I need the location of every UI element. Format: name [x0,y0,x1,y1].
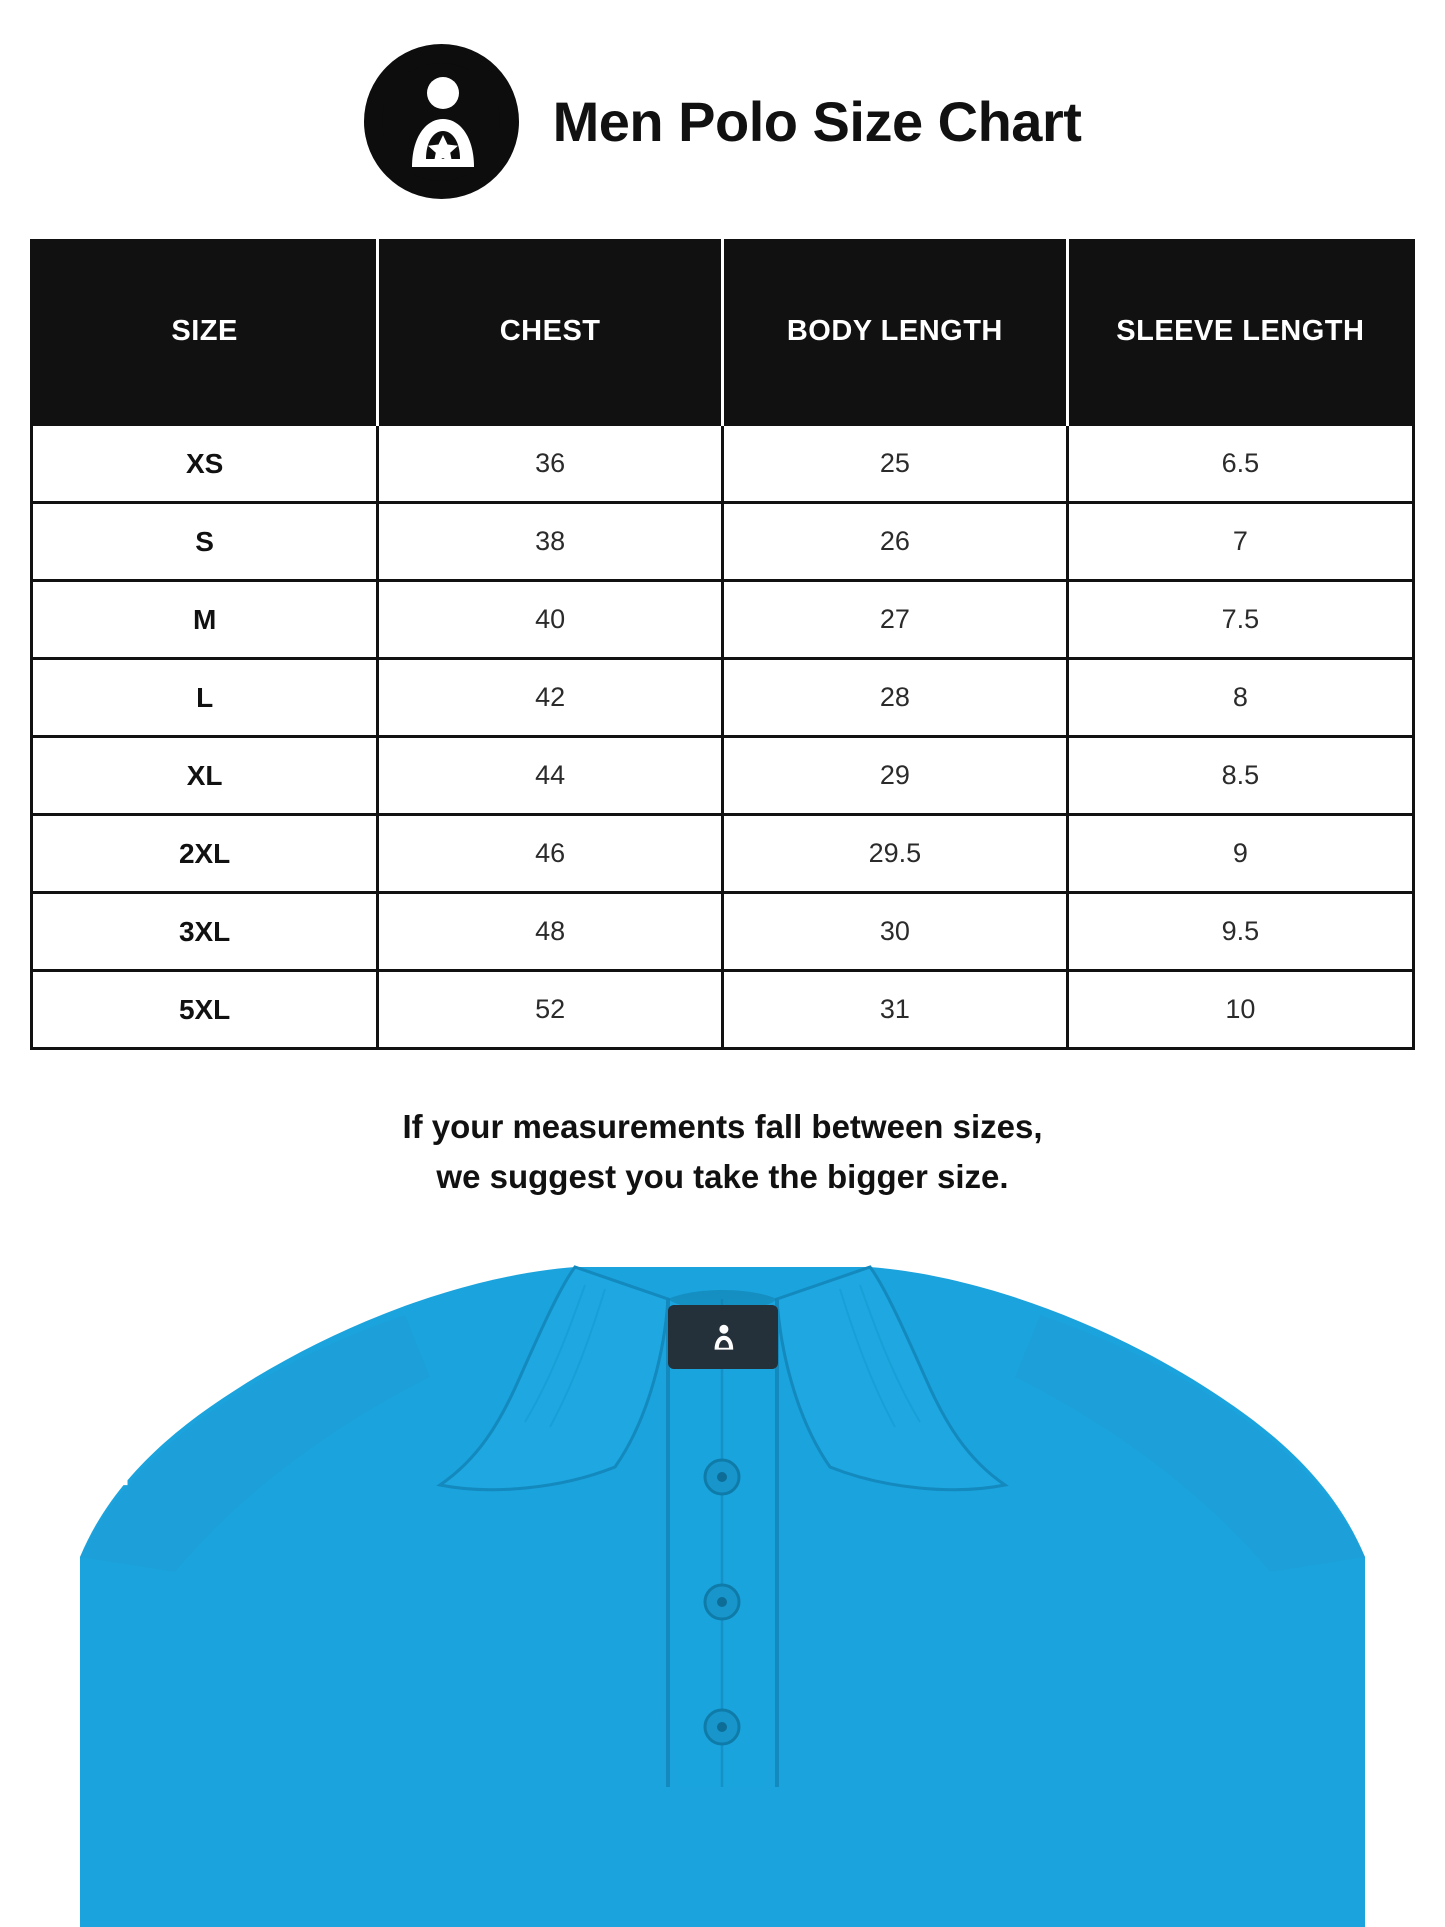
column-header-chest: CHEST [378,239,723,425]
size-chart-table-wrapper [30,239,1415,1050]
cell-sleeve-length: 10 [1067,971,1412,1048]
cell-size: 3XL [33,893,378,971]
table-row [33,659,1412,737]
cell-sleeve-length: 9.5 [1067,893,1412,971]
cell-size: 2XL [33,815,378,893]
cell-chest: 40 [378,581,723,659]
blue-polo-shirt-photo [0,1227,1445,1927]
page-header [0,0,1445,209]
table-header [33,239,1412,425]
cell-chest: 36 [378,425,723,503]
cell-body-length: 26 [723,503,1068,581]
cell-size: M [33,581,378,659]
table-row [33,581,1412,659]
cell-size: S [33,503,378,581]
sizing-note-line-2: we suggest you take the bigger size. [436,1157,1009,1195]
cell-body-length: 30 [723,893,1068,971]
cell-chest: 46 [378,815,723,893]
table-row [33,815,1412,893]
cell-body-length: 28 [723,659,1068,737]
cell-chest: 52 [378,971,723,1048]
cell-chest: 38 [378,503,723,581]
sizing-note [163,1102,1283,1201]
cell-chest: 44 [378,737,723,815]
table-header-row [33,239,1412,425]
cell-sleeve-length: 7.5 [1067,581,1412,659]
column-header-body-length: BODY LENGTH [723,239,1068,425]
size-chart-table [33,239,1412,1047]
cell-size: XL [33,737,378,815]
sizing-note-line-1: If your measurements fall between sizes, [402,1108,1043,1145]
cell-body-length: 27 [723,581,1068,659]
table-row [33,971,1412,1048]
cell-sleeve-length: 6.5 [1067,425,1412,503]
cell-size: L [33,659,378,737]
cell-size: 5XL [33,971,378,1048]
table-row [33,737,1412,815]
table-body [33,425,1412,1048]
cell-body-length: 25 [723,425,1068,503]
cell-sleeve-length: 7 [1067,503,1412,581]
cell-size: XS [33,425,378,503]
column-header-size: SIZE [33,239,378,425]
cell-body-length: 31 [723,971,1068,1048]
cell-sleeve-length: 8 [1067,659,1412,737]
table-row [33,893,1412,971]
table-row [33,503,1412,581]
cell-chest: 42 [378,659,723,737]
page-title: Men Polo Size Chart [552,89,1082,153]
cell-chest: 48 [378,893,723,971]
cell-body-length: 29.5 [723,815,1068,893]
table-row [33,425,1412,503]
cell-body-length: 29 [723,737,1068,815]
mother-and-child-logo-icon [364,44,519,199]
cell-sleeve-length: 8.5 [1067,737,1412,815]
column-header-sleeve-length: SLEEVE LENGTH [1067,239,1412,425]
cell-sleeve-length: 9 [1067,815,1412,893]
